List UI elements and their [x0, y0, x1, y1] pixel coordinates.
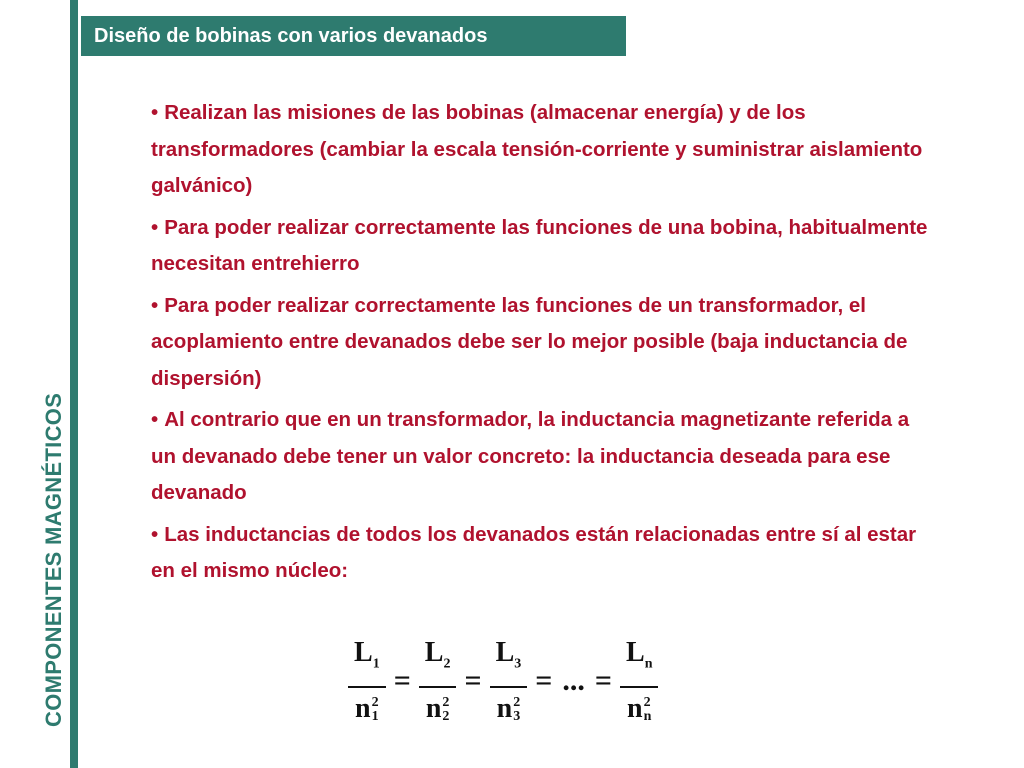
- bullet-marker: •: [151, 215, 159, 239]
- slide-title: Diseño de bobinas con varios devanados: [81, 16, 626, 56]
- bullet-item: [151, 402, 931, 512]
- denominator: n: [496, 692, 513, 724]
- fraction-n: [620, 636, 658, 726]
- denominator: n: [425, 692, 442, 724]
- equals-sign: =: [594, 664, 612, 697]
- bullet-item: [151, 288, 931, 398]
- fraction-2: [419, 636, 457, 726]
- denominator-superscript: 2: [643, 695, 651, 711]
- bullet-list: [151, 95, 931, 595]
- bullet-item: [151, 95, 931, 205]
- inductance-ratio-formula: [348, 636, 658, 726]
- bullet-marker: •: [151, 522, 159, 546]
- bullet-text: Para poder realizar correctamente las funciones de una bobina, habitualmente necesitan entrehierro: [151, 215, 928, 275]
- denominator-superscript: 2: [513, 695, 521, 711]
- denominator: n: [627, 692, 643, 724]
- bullet-item: [151, 210, 931, 283]
- denominator: n: [355, 692, 371, 724]
- denominator-superscript: 2: [442, 695, 450, 711]
- bullet-text: Para poder realizar correctamente las funciones de un transformador, el acoplamiento entre devanados debe ser lo mejor posible (baja inductancia de dispersión): [151, 293, 908, 390]
- equals-sign: =: [535, 664, 553, 697]
- numerator-subscript: n: [644, 656, 653, 672]
- denominator-subscript: 3: [513, 709, 521, 725]
- bullet-text: Las inductancias de todos los devanados están relacionadas entre sí al estar en el mismo núcleo:: [151, 522, 917, 582]
- numerator-subscript: 1: [372, 656, 380, 672]
- numerator: L: [354, 637, 373, 669]
- denominator-superscript: 2: [371, 695, 379, 711]
- numerator-subscript: 3: [514, 656, 522, 672]
- bullet-marker: •: [151, 101, 159, 124]
- bullet-item: [151, 517, 931, 590]
- denominator-subscript: 1: [371, 709, 379, 725]
- numerator: L: [626, 637, 645, 669]
- ellipsis: ...: [562, 664, 585, 697]
- denominator-subscript: 2: [442, 709, 450, 725]
- numerator: L: [424, 637, 444, 669]
- section-label: COMPONENTES MAGNÉTICOS: [41, 392, 66, 727]
- denominator-subscript: n: [643, 709, 652, 725]
- bullet-text: Al contrario que en un transformador, la inductancia magnetizante referida a un devanado debe tener un valor concreto: la inductancia deseada para ese devanado: [151, 408, 910, 504]
- equals-sign: =: [393, 664, 411, 697]
- fraction-1: [348, 636, 386, 726]
- numerator: L: [495, 637, 515, 669]
- numerator-subscript: 2: [443, 656, 451, 672]
- bullet-text: Realizan las misiones de las bobinas (almacenar energía) y de los transformadores (cambiar la escala tensión-corriente y suministrar aislamiento galvánico): [151, 101, 923, 197]
- fraction-3: [490, 636, 528, 726]
- side-accent-bar: [70, 0, 78, 768]
- bullet-marker: •: [151, 293, 159, 317]
- bullet-marker: •: [151, 408, 159, 431]
- equals-sign: =: [464, 664, 482, 697]
